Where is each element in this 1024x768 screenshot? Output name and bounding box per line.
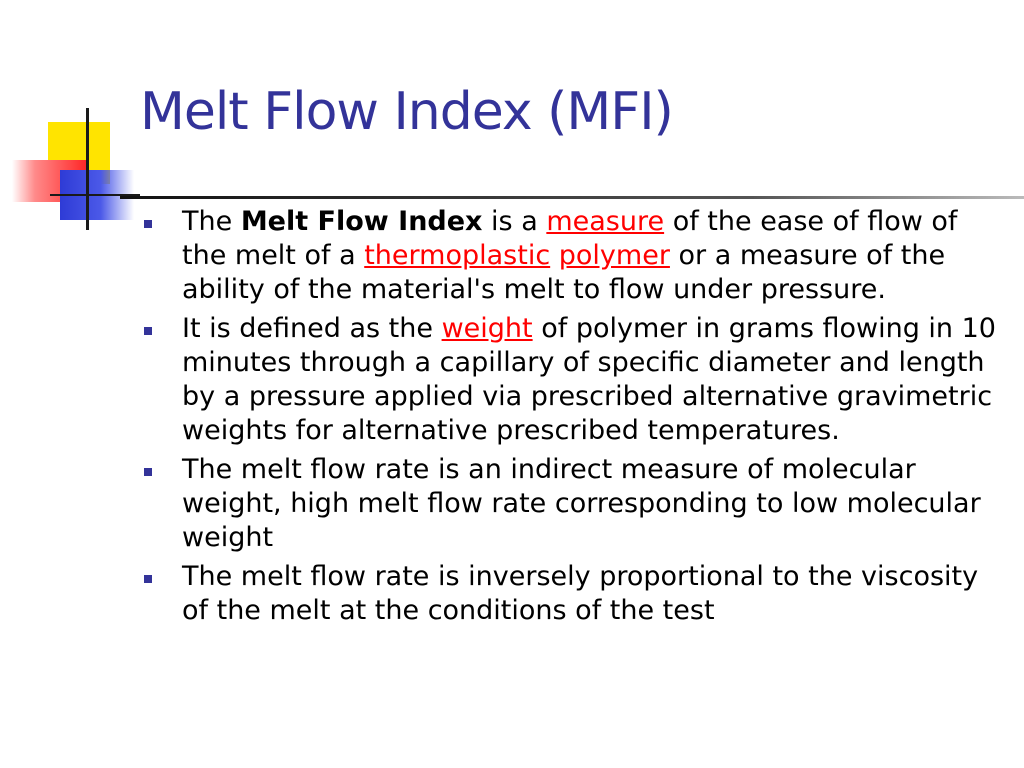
- bullet-square-icon: [144, 575, 152, 583]
- bullet-item: It is defined as the weight of polymer in grams flowing in 10 minutes through a capillary of specific diameter and length by a pressure applied via prescribed alternative gravimetric weights for alternative prescribed temperatures.: [140, 312, 1000, 448]
- bullet-square-icon: [144, 468, 152, 476]
- bullet-list: [140, 205, 1000, 633]
- bullet-square-icon: [144, 220, 152, 228]
- term-bold: Melt Flow Index: [240, 206, 483, 237]
- bullet-item: [140, 560, 1000, 628]
- link-thermoplastic[interactable]: thermoplastic: [364, 240, 551, 271]
- bullet-square-icon: [144, 327, 152, 335]
- bullet-text: The melt flow rate is inversely proportional to the viscosity of the melt at the conditions of the test: [182, 561, 979, 626]
- link-polymer[interactable]: polymer: [558, 240, 670, 271]
- title-divider: [120, 196, 1024, 199]
- bullet-text: The melt flow rate is an indirect measure of molecular weight, high melt flow rate corresponding to low molecular weight: [182, 454, 981, 553]
- bullet-item: [140, 453, 1000, 555]
- decorative-logo: [0, 0, 140, 240]
- vertical-line: [86, 108, 89, 230]
- bullet-item: The Melt Flow Index is a measure of the ease of flow of the melt of a thermoplastic polymer or a measure of the ability of the material's melt to flow under pressure.: [140, 205, 1000, 307]
- link-measure[interactable]: measure: [546, 206, 665, 237]
- link-weight[interactable]: weight: [441, 313, 533, 344]
- slide-title: Melt Flow Index (MFI): [140, 82, 673, 142]
